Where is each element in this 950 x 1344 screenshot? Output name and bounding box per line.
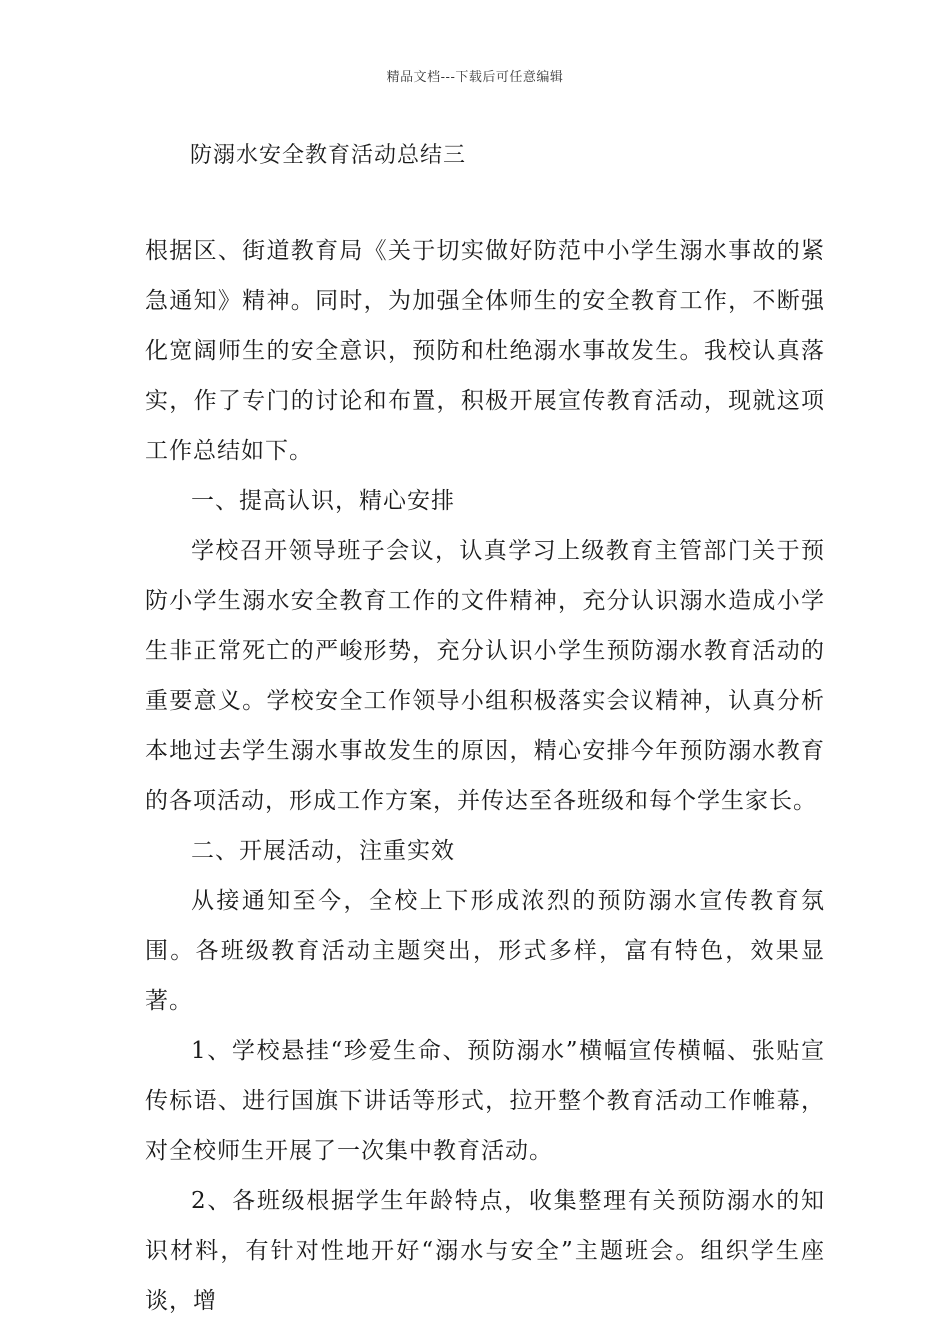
document-title: 防溺水安全教育活动总结三	[190, 143, 467, 168]
paragraph-section-1: 学校召开领导班子会议，认真学习上级教育主管部门关于预防小学生溺水安全教育工作的文件精神，充分认识溺水造成小学生非正常死亡的严峻形势，充分认识小学生预防溺水教育活动的重要意义。学校安全工作领导小组积极落实会议精神，认真分析本地过去学生溺水事故发生的原因，精心安排今年预防溺水教育的各项活动，形成工作方案，并传达至各班级和每个学生家长。	[145, 538, 825, 814]
paragraph-section-2: 从接通知至今，全校上下形成浓烈的预防溺水宣传教育氛围。各班级教育活动主题突出，形式多样，富有特色，效果显著。	[145, 888, 825, 1014]
section-heading-1: 一、提高认识，精心安排	[191, 488, 455, 514]
document-body	[145, 226, 825, 1326]
paragraph-item-2: 2、各班级根据学生年龄特点，收集整理有关预防溺水的知识材料，有针对性地开好“溺水与安全”主题班会。组织学生座谈，增	[145, 1188, 825, 1314]
paragraph-item-1: 1、学校悬挂“珍爱生命、预防溺水”横幅宣传横幅、张贴宣传标语、进行国旗下讲话等形式，拉开整个教育活动工作帷幕，对全校师生开展了一次集中教育活动。	[145, 1038, 825, 1164]
header-note: 精品文档---下载后可任意编辑	[386, 70, 564, 85]
paragraph-intro: 根据区、街道教育局《关于切实做好防范中小学生溺水事故的紧急通知》精神。同时，为加强全体师生的安全教育工作，不断强化宽阔师生的安全意识，预防和杜绝溺水事故发生。我校认真落实，作了专门的讨论和布置，积极开展宣传教育活动，现就这项工作总结如下。	[145, 238, 825, 464]
section-heading-2: 二、开展活动，注重实效	[191, 838, 455, 864]
